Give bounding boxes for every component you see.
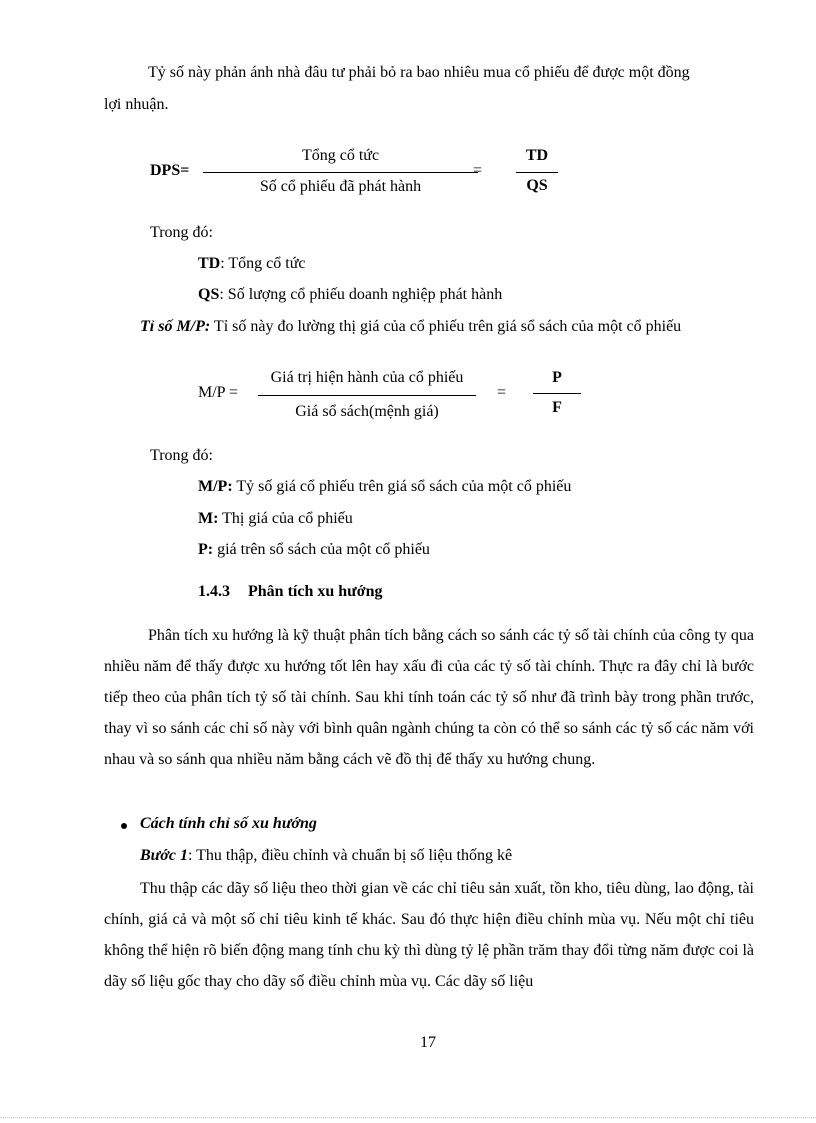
mp-where-label: Trong đó: (150, 447, 213, 464)
dps-where-desc: : Số lượng cổ phiếu doanh nghiệp phát hành (219, 286, 503, 303)
dps-where-term: TD (198, 255, 221, 272)
dps-lhs: DPS= (150, 162, 190, 179)
dps-fraction-bar (203, 172, 478, 173)
dps-equals: = (473, 162, 483, 179)
mp-where-desc: Thị giá của cổ phiếu (218, 510, 353, 527)
mp-heading-term: Tỉ số M/P: (140, 318, 211, 335)
step-1-desc: : Thu thập, điều chỉnh và chuẩn bị số liệu thống kê (187, 847, 513, 864)
mp-numerator: Giá trị hiện hành của cổ phiếu (270, 369, 464, 386)
section-number: 1.4.3 (198, 583, 230, 600)
section-heading (198, 583, 383, 601)
bullet-icon (121, 823, 127, 829)
mp-denominator: Giá sổ sách(mệnh giá) (295, 403, 439, 420)
paragraph-data-collection: Thu thập các dãy số liệu theo thời gian về các chỉ tiêu sản xuất, tồn kho, tiêu dùng, lao động, tài chính, giá cả và một số chỉ tiêu kinh tế khác. Sau đó thực hiện điều chỉnh mùa vụ. Nếu một chỉ tiêu không thể hiện rõ biến động mang tính chu kỳ thì dùng tỷ lệ phần trăm thay đổi từng năm được coi là dãy số liệu gốc thay cho dãy số điều chỉnh mùa vụ. Các dãy số liệu (104, 880, 754, 990)
mp-where-term: P: (198, 541, 214, 558)
mp-where-term: M: (198, 510, 219, 527)
dps-where-term: QS (198, 286, 220, 303)
dps-rhs-denominator: QS (526, 177, 548, 194)
dps-rhs-fraction-bar (516, 172, 558, 173)
dps-numerator: Tổng cổ tức (301, 147, 380, 164)
dps-where-desc: : Tổng cổ tức (220, 255, 306, 272)
mp-equals: = (497, 384, 507, 401)
dps-rhs-numerator: TD (525, 147, 549, 164)
dps-where-label: Trong đó: (150, 224, 213, 241)
mp-where-term: M/P: (198, 478, 233, 495)
mp-where-desc: giá trên sổ sách của một cổ phiếu (213, 541, 430, 558)
mp-where-item (198, 510, 353, 528)
step-1 (140, 847, 512, 865)
intro-line-1: Tỷ số này phản ánh nhà đâu tư phải bỏ ra bao nhiêu mua cổ phiếu để được một đồng (148, 64, 690, 81)
mp-where-item (198, 541, 430, 559)
mp-rhs-numerator: P (552, 369, 562, 386)
dps-where-item (198, 255, 305, 273)
mp-fraction-bar (258, 395, 476, 396)
paragraph-trend-analysis: Phân tích xu hướng là kỹ thuật phân tích bằng cách so sánh các tỷ số tài chính của công ty qua nhiều năm để thấy được xu hướng tốt lên hay xấu đi của các tỷ số tài chính. Thực ra đây chỉ là bước tiếp theo của phân tích tỷ số tài chính. Sau khi tính toán các tỷ số như đã trình bày trong phần trước, thay vì so sánh các chỉ số này với bình quân ngành chúng ta còn có thể so sánh các tỷ số các năm với nhau và so sánh qua nhiều năm bằng cách vẽ đồ thị để thấy xu hướng chung. (104, 627, 754, 768)
section-title: Phân tích xu hướng (248, 583, 383, 600)
bullet-heading: Cách tính chỉ số xu hướng (140, 815, 317, 832)
mp-rhs-fraction-bar (533, 393, 581, 394)
dps-where-item (198, 286, 502, 304)
mp-where-desc: Tỷ số giá cổ phiếu trên giá sổ sách của một cổ phiếu (232, 478, 572, 495)
mp-rhs-denominator: F (552, 399, 562, 416)
step-1-term: Bước 1 (140, 847, 188, 864)
page-bottom-divider (0, 1117, 816, 1119)
mp-lhs: M/P = (198, 384, 238, 401)
dps-denominator: Số cổ phiếu đã phát hành (259, 178, 422, 195)
page-number: 17 (420, 1034, 436, 1051)
mp-heading-desc: Tỉ số này đo lường thị giá của cổ phiếu trên giá sổ sách của một cổ phiếu (210, 318, 682, 335)
mp-where-item (198, 478, 571, 496)
mp-heading (140, 318, 681, 336)
intro-line-2: lợi nhuận. (104, 96, 169, 113)
